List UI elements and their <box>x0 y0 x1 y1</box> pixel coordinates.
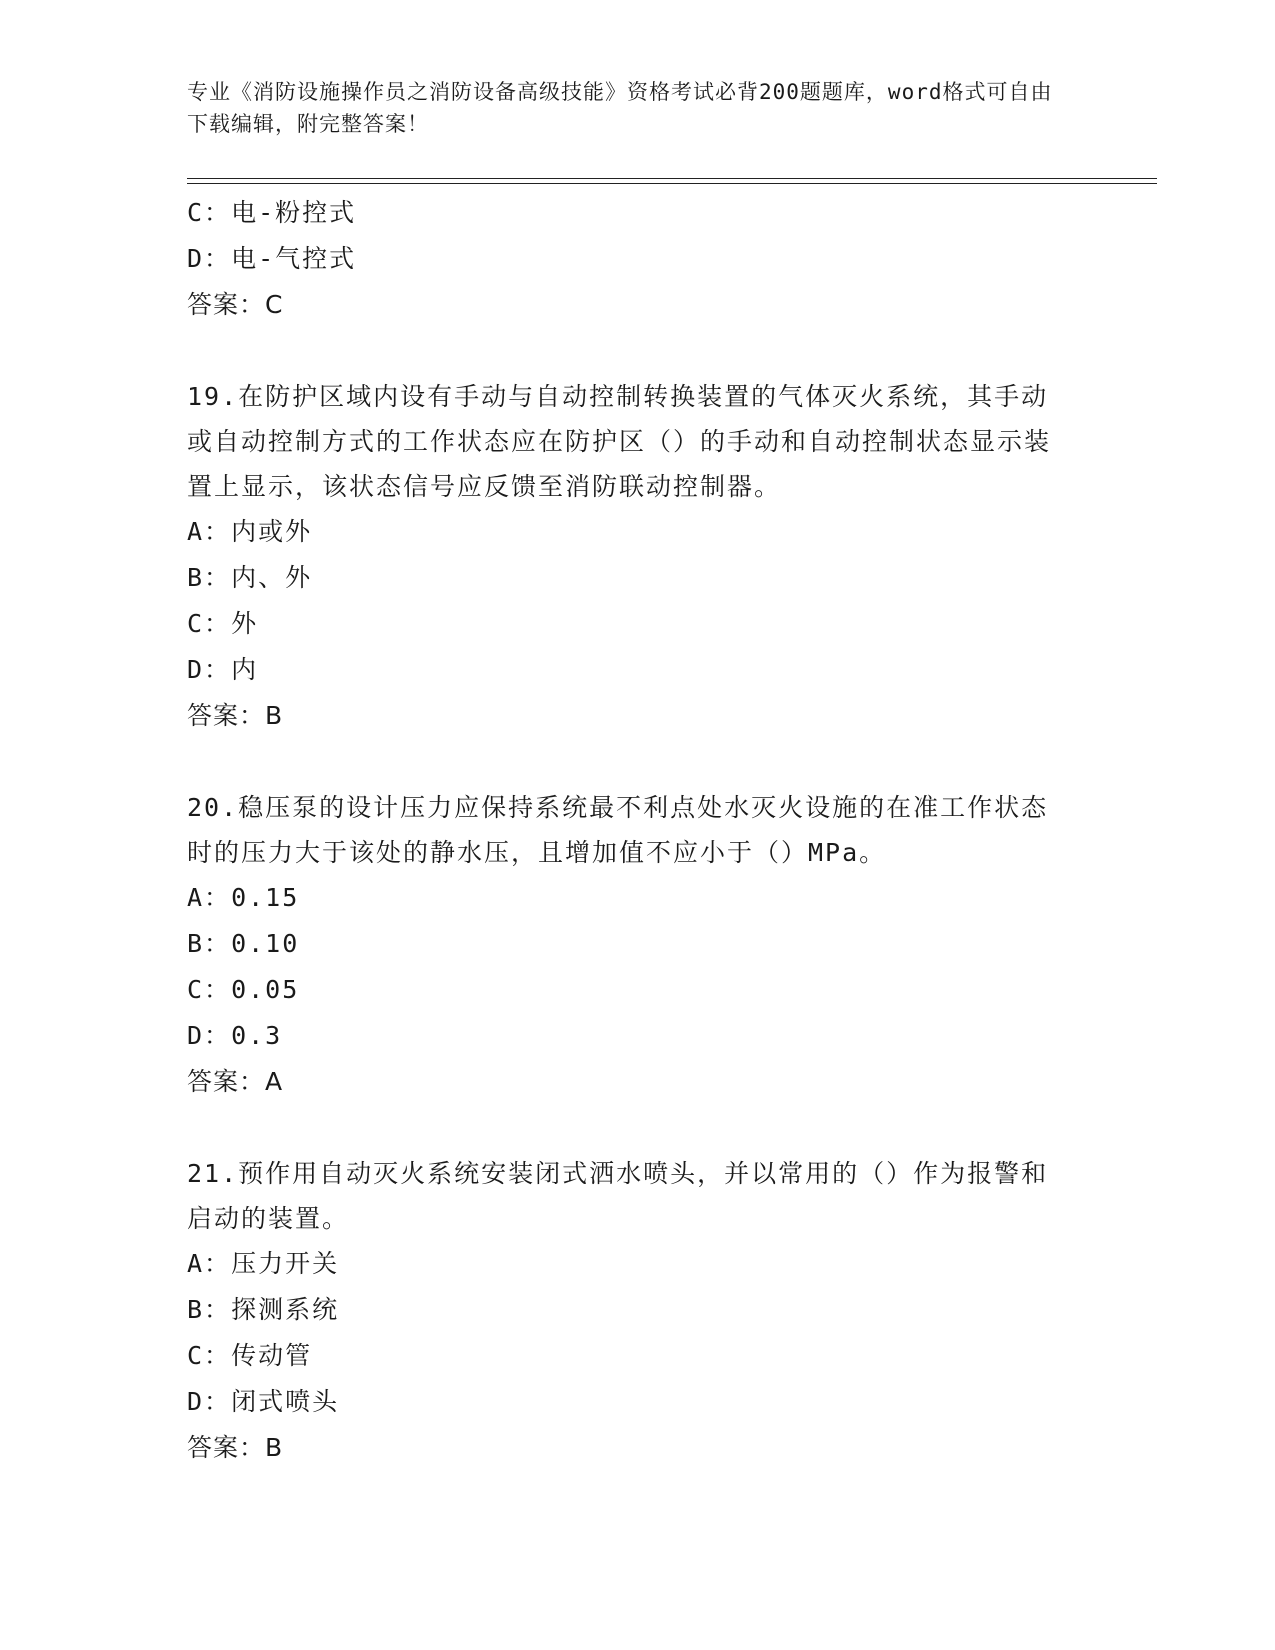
header-divider-top <box>187 178 1157 179</box>
option-key: D： <box>187 655 232 684</box>
option-text: 电-气控式 <box>231 244 357 273</box>
option-c <box>187 1333 1087 1379</box>
option-key: B： <box>187 1295 232 1324</box>
option-d <box>187 1379 1087 1425</box>
answer-line: 答案：B <box>187 701 284 730</box>
option-d <box>187 1013 1087 1059</box>
option-c <box>187 190 1087 236</box>
spacer <box>187 1105 1087 1151</box>
option-key: A： <box>187 883 232 912</box>
option-key: C： <box>187 975 232 1004</box>
option-key: D： <box>187 1387 232 1416</box>
option-d <box>187 236 1087 282</box>
answer-line: 答案：A <box>187 1067 284 1096</box>
option-key: A： <box>187 517 232 546</box>
option-text: 探测系统 <box>231 1295 340 1324</box>
answer-line: 答案：B <box>187 1433 284 1462</box>
option-text: 内、外 <box>231 563 313 592</box>
option-key: D： <box>187 244 232 273</box>
option-text: 0.05 <box>231 975 300 1004</box>
option-text: 闭式喷头 <box>231 1387 340 1416</box>
option-key: B： <box>187 929 232 958</box>
option-b <box>187 1287 1087 1333</box>
spacer <box>187 328 1087 374</box>
option-key: C： <box>187 1341 232 1370</box>
option-text: 外 <box>231 609 259 638</box>
option-key: B： <box>187 563 232 592</box>
option-text: 0.15 <box>231 883 300 912</box>
question-21 <box>187 1151 1087 1471</box>
option-a <box>187 875 1087 921</box>
option-a <box>187 1241 1087 1287</box>
question-stem: 21.预作用自动灭火系统安装闭式洒水喷头，并以常用的（）作为报警和启动的装置。 <box>187 1159 1049 1233</box>
question-19 <box>187 374 1087 739</box>
option-c <box>187 967 1087 1013</box>
option-text: 内或外 <box>231 517 313 546</box>
option-b <box>187 555 1087 601</box>
option-c <box>187 601 1087 647</box>
spacer <box>187 739 1087 785</box>
option-text: 0.3 <box>231 1021 283 1050</box>
answer-line: 答案：C <box>187 290 284 319</box>
option-text: 0.10 <box>231 929 300 958</box>
document-header: 专业《消防设施操作员之消防设备高级技能》资格考试必背200题题库，word格式可自由下载编辑，附完整答案！ <box>187 80 1053 136</box>
option-key: C： <box>187 609 232 638</box>
question-20 <box>187 785 1087 1105</box>
question-stem: 20.稳压泵的设计压力应保持系统最不利点处水灭火设施的在准工作状态时的压力大于该处的静水压，且增加值不应小于（）MPa。 <box>187 793 1049 867</box>
question-list <box>187 190 1087 1471</box>
question-stem: 19.在防护区域内设有手动与自动控制转换装置的气体灭火系统，其手动或自动控制方式的工作状态应在防护区（）的手动和自动控制状态显示装置上显示，该状态信号应反馈至消防联动控制器。 <box>187 382 1052 501</box>
header-divider-bottom <box>187 183 1157 184</box>
option-d <box>187 647 1087 693</box>
option-key: C： <box>187 198 232 227</box>
option-text: 内 <box>231 655 259 684</box>
option-text: 电-粉控式 <box>231 198 357 227</box>
option-text: 压力开关 <box>231 1249 340 1278</box>
option-key: D： <box>187 1021 232 1050</box>
question-18-continued <box>187 190 1087 328</box>
option-key: A： <box>187 1249 232 1278</box>
option-b <box>187 921 1087 967</box>
option-text: 传动管 <box>231 1341 313 1370</box>
option-a <box>187 509 1087 555</box>
